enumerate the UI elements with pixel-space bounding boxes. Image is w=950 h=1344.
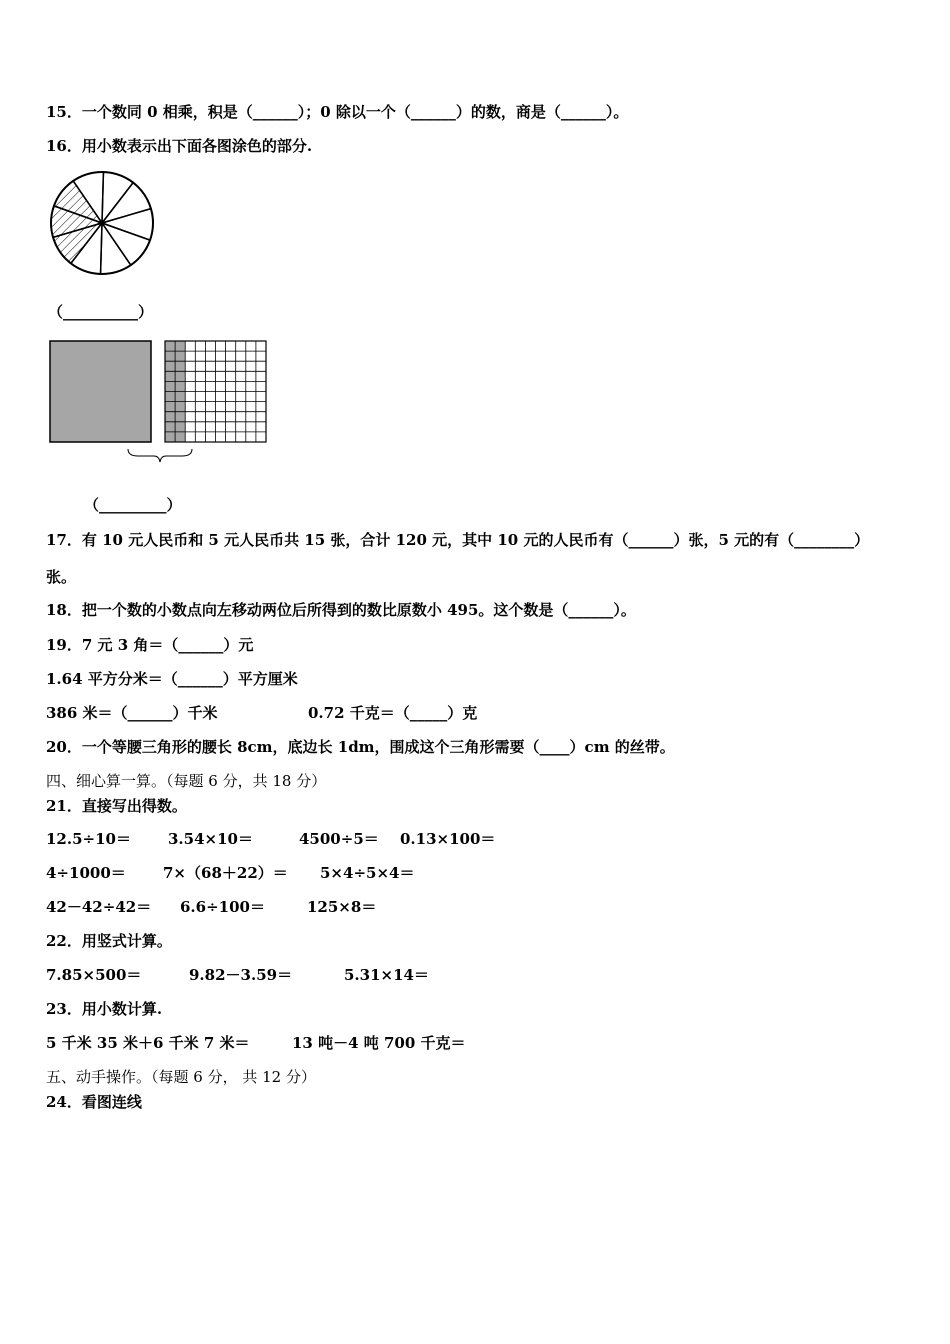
question-19-line-3b: 0.72 千克＝（_____）克 (308, 704, 478, 722)
calc-item: 5×4÷5×4＝ (320, 864, 415, 882)
question-16-blank-1: （__________） (48, 303, 154, 321)
question-19-line-2: 1.64 平方分米＝（______）平方厘米 (46, 670, 298, 688)
calc-item: 125×8＝ (307, 898, 377, 916)
calc-item: 3.54×10＝ (168, 830, 253, 848)
circle-figure (49, 170, 159, 280)
question-15: 15．一个数同 0 相乘，积是（______）；0 除以一个（______）的数，商是（______）。 (46, 103, 629, 121)
calc-item: 42－42÷42＝ (46, 898, 152, 916)
question-18: 18．把一个数的小数点向左移动两位后所得到的数比原数小 495。这个数是（______）。 (46, 601, 636, 619)
sector (102, 223, 150, 265)
calc-item: 5 千米 35 米＋6 千米 7 米＝ (46, 1034, 250, 1052)
question-22-title: 22．用竖式计算。 (46, 932, 172, 950)
question-16-blank-2: （_________） (84, 496, 182, 514)
calc-item: 5.31×14＝ (344, 966, 429, 984)
calc-item: 4500÷5＝ (299, 830, 379, 848)
calc-item: 4÷1000＝ (46, 864, 126, 882)
calc-item: 6.6÷100＝ (180, 898, 265, 916)
section-5-heading: 五、动手操作。（每题 6 分， 共 12 分） (46, 1068, 316, 1086)
sector (102, 183, 151, 223)
calc-item: 12.5÷10＝ (46, 830, 131, 848)
question-16-title: 16．用小数表示出下面各图涂色的部分. (46, 137, 313, 155)
sector (101, 223, 131, 274)
calc-item: 13 吨－4 吨 700 千克＝ (292, 1034, 466, 1052)
question-20: 20．一个等腰三角形的腰长 8cm，底边长 1dm，围成这个三角形需要（____）cm 的丝带。 (46, 738, 675, 756)
hundred-grid-figure (164, 340, 270, 446)
whole-square-figure (49, 340, 153, 444)
question-17-line-1: 17．有 10 元人民币和 5 元人民币共 15 张，合计 120 元，其中 10 元的人民币有（______）张，5 元的有（________） (46, 531, 870, 549)
question-19-line-1: 19．7 元 3 角＝（______）元 (46, 636, 254, 654)
calc-item: 7.85×500＝ (46, 966, 142, 984)
bracket-icon (126, 447, 196, 467)
calc-item: 7×（68＋22）＝ (163, 864, 288, 882)
calc-item: 9.82－3.59＝ (189, 966, 293, 984)
question-24: 24．看图连线 (46, 1093, 142, 1111)
question-23-title: 23．用小数计算. (46, 1000, 163, 1018)
section-4-heading: 四、细心算一算。（每题 6 分，共 18 分） (46, 772, 327, 790)
calc-item: 0.13×100＝ (400, 830, 496, 848)
question-17-line-2: 张。 (46, 568, 77, 586)
question-21-title: 21．直接写出得数。 (46, 797, 187, 815)
shaded-square (50, 341, 151, 442)
question-19-line-3a: 386 米＝（______）千米 (46, 704, 218, 722)
